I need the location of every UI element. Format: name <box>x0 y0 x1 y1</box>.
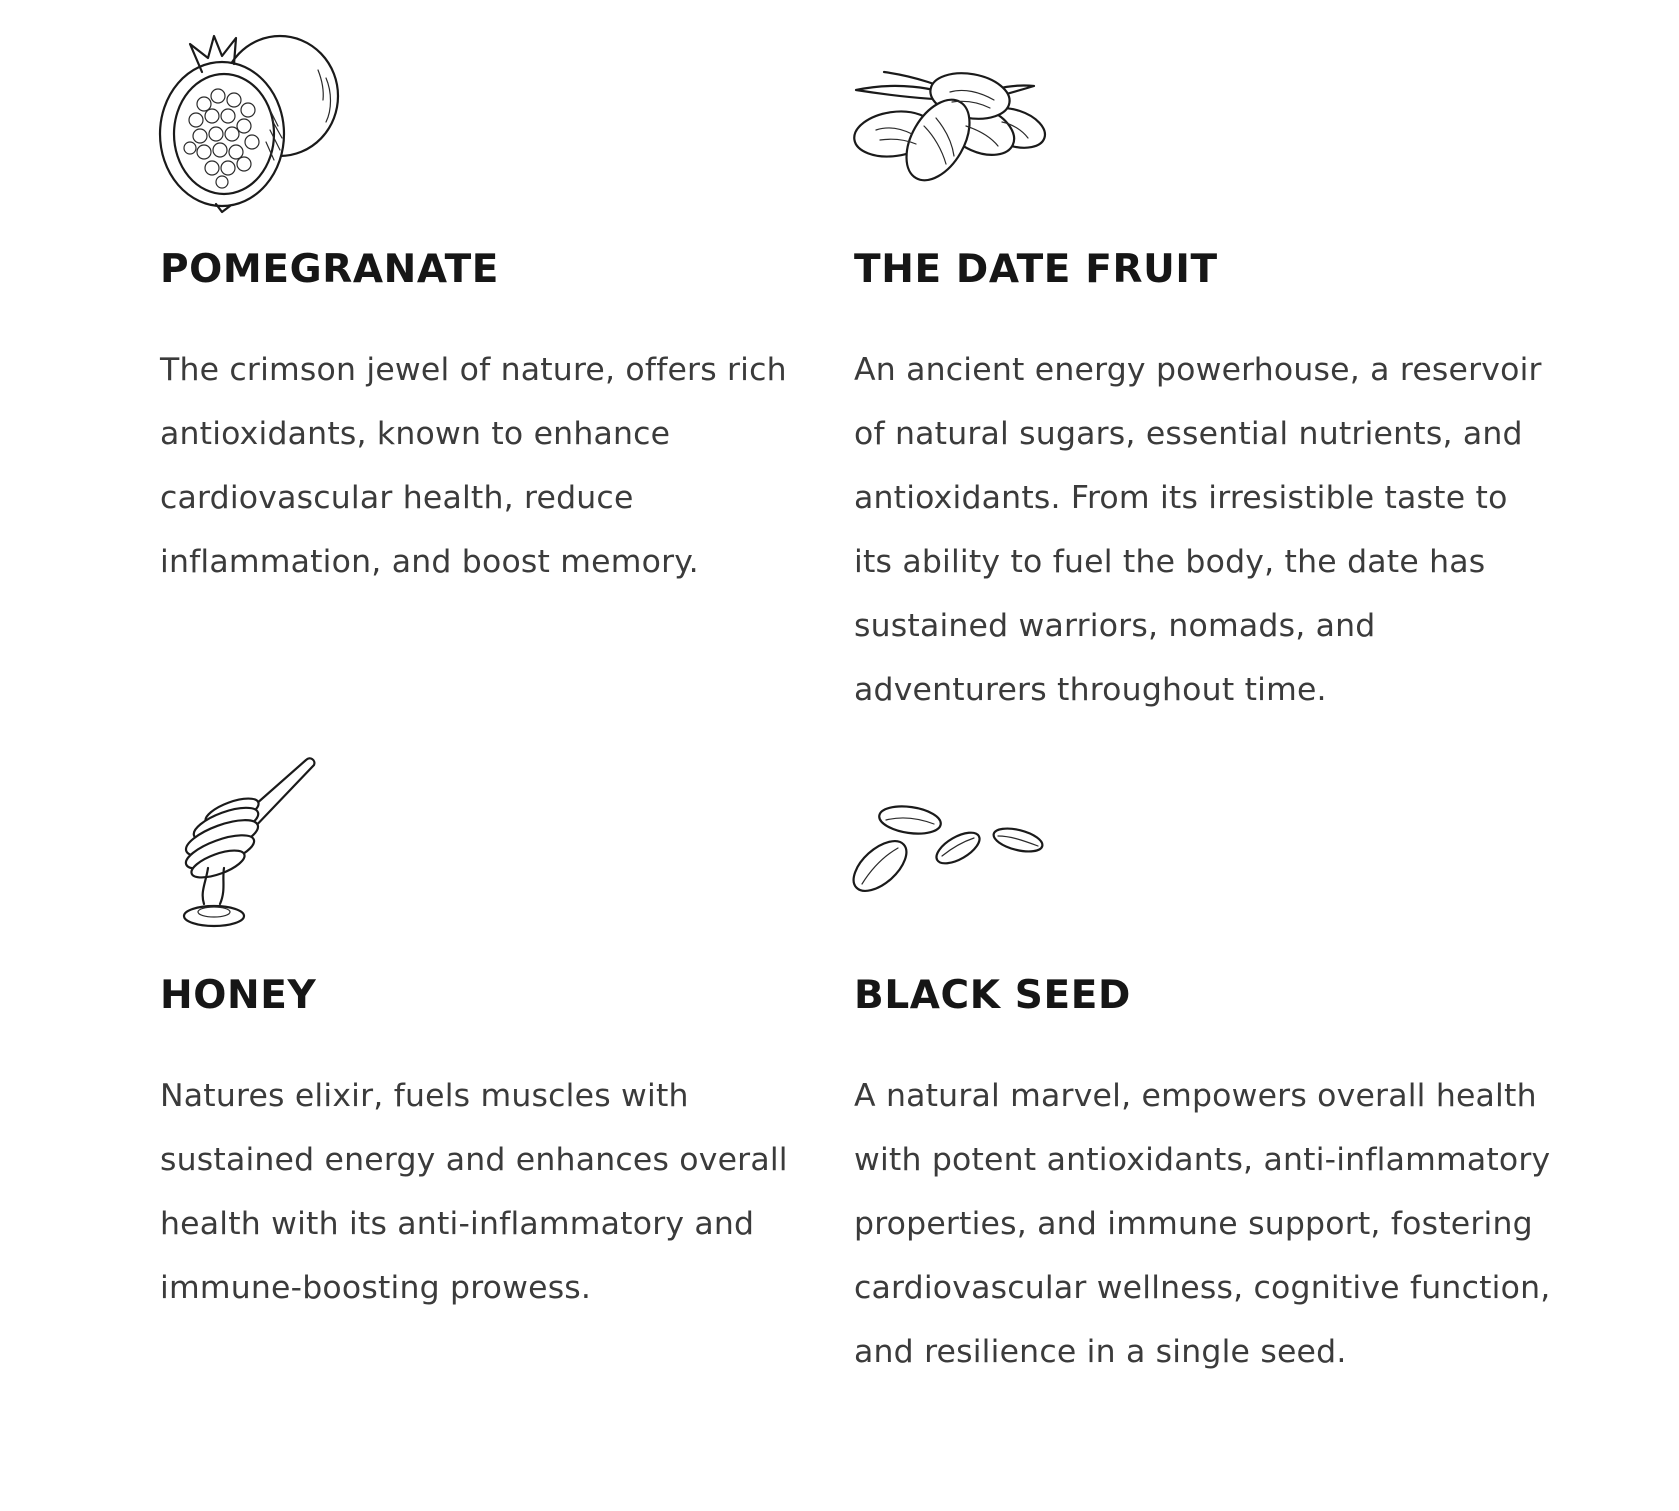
ingredient-card-black-seed <box>854 756 1551 1456</box>
ingredient-description: An ancient energy powerhouse, a reservoir of natural sugars, essential nutrients, and antioxidants. From its irresistible taste to its ability to fuel the body, the date has sustained warriors, nomads, and adventurers throughout time. <box>854 352 1542 708</box>
black-seed-icon <box>854 756 1054 946</box>
ingredient-description: The crimson jewel of nature, offers rich antioxidants, known to enhance cardiovascular health, reduce inflammation, and boost memory. <box>160 352 787 580</box>
ingredient-title: THE DATE FRUIT <box>854 247 1218 292</box>
ingredient-title: BLACK SEED <box>854 973 1131 1018</box>
ingredient-card-honey <box>160 756 820 1316</box>
ingredient-title: HONEY <box>160 973 317 1018</box>
ingredient-title: POMEGRANATE <box>160 247 500 292</box>
ingredient-description: A natural marvel, empowers overall health with potent antioxidants, anti-inflammatory properties, and immune support, fostering cardiovascular wellness, cognitive function, and resilience in a single seed. <box>854 1078 1551 1370</box>
ingredient-card-pomegranate <box>160 30 820 590</box>
honey-dipper-icon <box>160 756 360 946</box>
ingredient-card-date-fruit <box>854 30 1542 710</box>
dates-icon <box>854 30 1054 220</box>
ingredient-description: Natures elixir, fuels muscles with sustained energy and enhances overall health with its anti-inflammatory and immune-boosting prowess. <box>160 1078 788 1306</box>
pomegranate-icon <box>160 30 360 220</box>
